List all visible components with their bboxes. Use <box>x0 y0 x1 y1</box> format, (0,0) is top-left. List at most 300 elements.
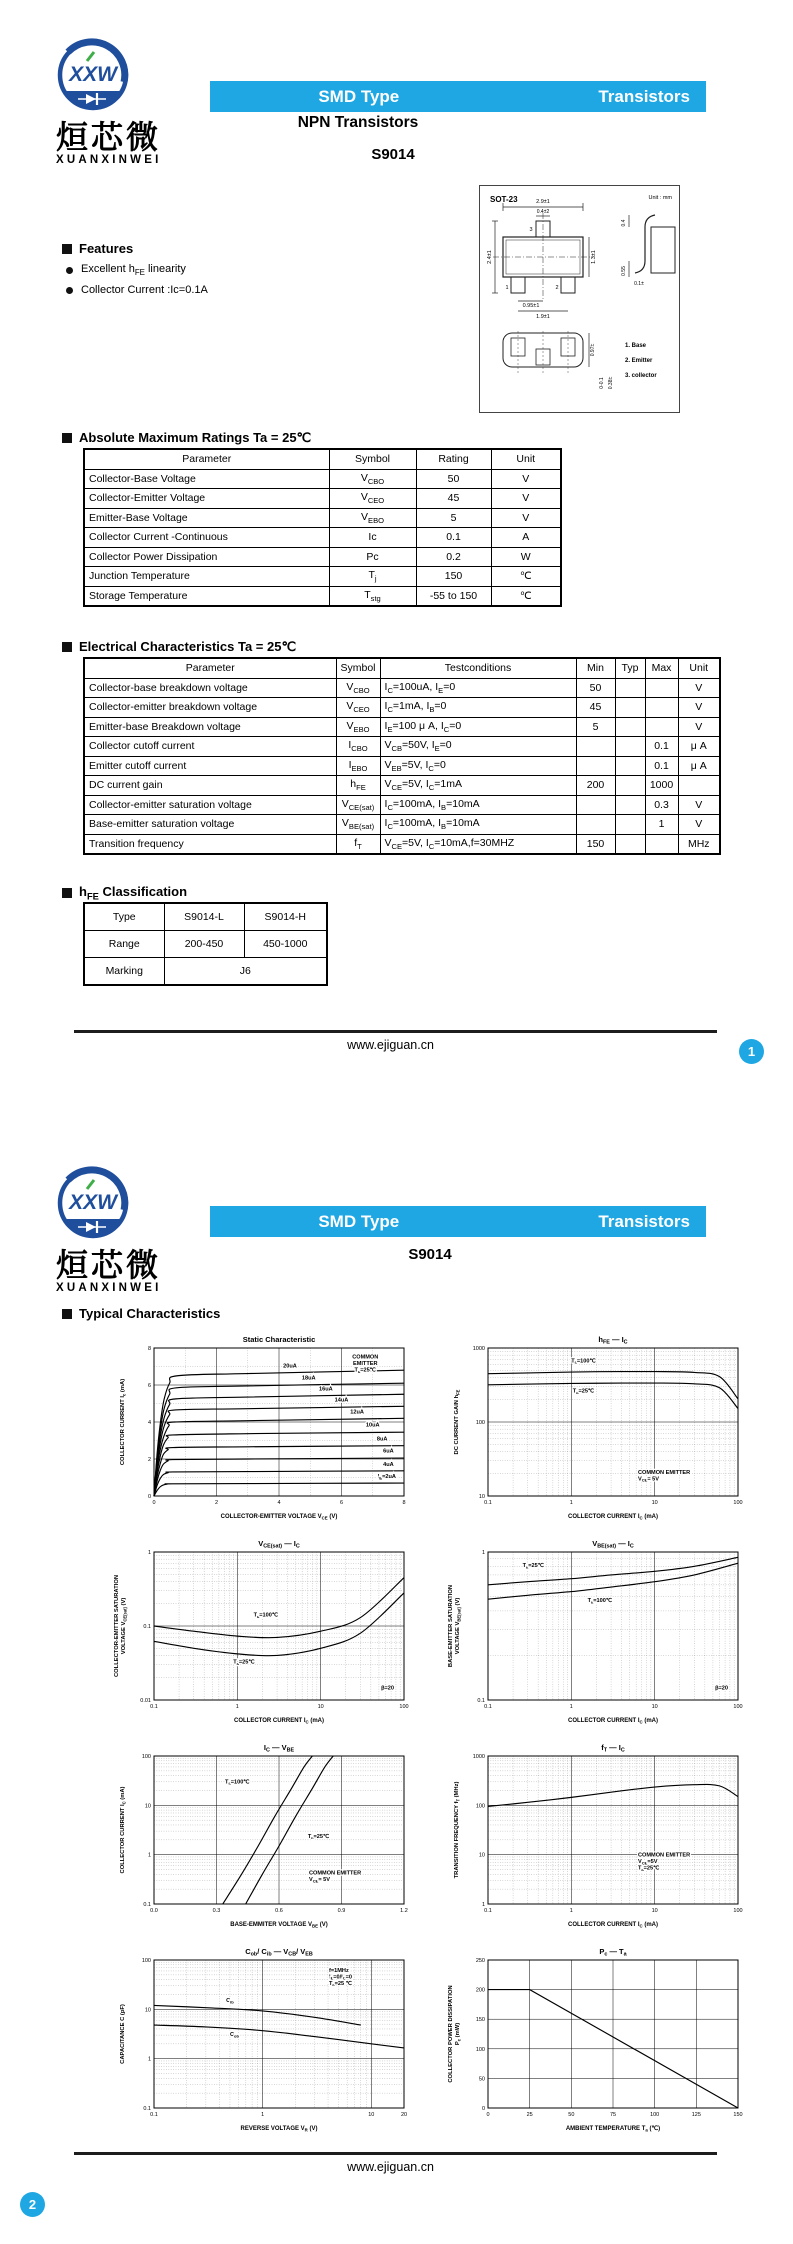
table-cell: V <box>678 678 720 698</box>
table-cell: $I_C=100uA$, $I_E=0$ <box>380 678 576 698</box>
header-banner <box>210 1206 706 1237</box>
electrical-table <box>83 657 721 855</box>
svg-text:8: 8 <box>147 1346 151 1352</box>
table-cell: $V_{EB}=5V$, $I_C=0$ <box>380 756 576 776</box>
svg-text:10: 10 <box>368 2112 375 2118</box>
company-name-cn: 烜芯微 <box>56 1246 162 1284</box>
table-cell: $V_{EBO}$ <box>336 717 380 737</box>
svg-text:1. Base: 1. Base <box>625 343 647 349</box>
features-title-text: Features <box>79 241 134 256</box>
table-header-cell: Testconditions <box>380 658 576 678</box>
svg-text:Unit : mm: Unit : mm <box>648 195 672 201</box>
svg-text:VCE= 5V: $V_{CE}= 5V$ <box>309 1876 330 1884</box>
svg-text:Cob/ Cib — VCB/ VEB: Cob/ Cib — VCB/ VEB <box>245 1947 313 1958</box>
svg-text:25: 25 <box>526 2112 533 2118</box>
table-header-cell: Symbol <box>329 449 416 469</box>
svg-text:0: 0 <box>486 2112 490 2118</box>
table-cell: Collector-Base Voltage <box>84 469 329 489</box>
svg-text:0.1: 0.1 <box>150 2112 158 2118</box>
table-cell: $f_T$ <box>336 834 380 854</box>
svg-text:0.55: 0.55 <box>621 266 627 276</box>
table-cell: $I_{EBO}$ <box>336 756 380 776</box>
table-cell: $V_{CEO}$ <box>329 489 416 509</box>
svg-text:100: 100 <box>733 1704 743 1710</box>
svg-text:0.1±: 0.1± <box>634 281 644 287</box>
svg-text:6: 6 <box>147 1383 151 1389</box>
logo-mark-icon <box>56 1164 130 1242</box>
table-cell: Emitter-base Breakdown voltage <box>84 717 336 737</box>
table-cell <box>645 834 678 854</box>
svg-text:XXW: XXW <box>69 1191 117 1214</box>
svg-text:10: 10 <box>651 1908 658 1914</box>
svg-text:3: 3 <box>529 227 533 233</box>
table-header-cell: Max <box>645 658 678 678</box>
svg-text:0.1: 0.1 <box>484 1704 492 1710</box>
svg-text:0: 0 <box>147 1494 151 1500</box>
svg-text:0.38±: 0.38± <box>608 376 614 390</box>
typical-characteristics-title <box>62 1306 220 1321</box>
svg-text:2: 2 <box>555 285 559 291</box>
table-cell: 0.1 <box>416 528 491 548</box>
svg-text:150: 150 <box>733 2112 743 2118</box>
svg-text:10: 10 <box>144 2007 151 2014</box>
svg-text:IB=2uA: $I_B=2uA$ <box>377 1474 396 1481</box>
svg-text:100: 100 <box>733 1908 743 1914</box>
svg-text:Ta=100℃: $T_a=100℃$ <box>253 1612 279 1619</box>
svg-text:Ta=100℃: $T_a=100℃$ <box>571 1358 596 1365</box>
svg-text:18uA: 18uA <box>301 1375 316 1382</box>
svg-text:f=1MHz: f=1MHz <box>329 1967 349 1974</box>
table-cell <box>615 717 645 737</box>
chart-hfe-vs-ic <box>434 1332 756 1541</box>
table-cell: -55 to 150 <box>416 586 491 606</box>
svg-text:EMITTER: EMITTER <box>352 1360 378 1367</box>
svg-text:10: 10 <box>144 1803 151 1810</box>
table-cell: V <box>678 717 720 737</box>
svg-text:0.1: 0.1 <box>477 1698 485 1704</box>
svg-text:VCE=5V: $V_{CE}=5V$ <box>638 1859 658 1866</box>
page-number-badge: 2 <box>20 2192 45 2217</box>
table-cell: Collector-emitter breakdown voltage <box>84 698 336 718</box>
svg-text:100: 100 <box>475 1420 485 1426</box>
svg-text:100: 100 <box>141 1958 151 1964</box>
svg-text:COLLECTOR CURRENT IC (mA): COLLECTOR CURRENT $I_C$ (mA) <box>567 1718 659 1725</box>
svg-text:REVERSE VOLTAGE VR (V): REVERSE VOLTAGE $V_R$ (V) <box>240 2126 318 2133</box>
svg-text:1.9±1: 1.9±1 <box>536 314 550 320</box>
section-square-icon <box>62 1309 72 1319</box>
abs-max-table <box>83 448 562 607</box>
svg-text:Cib: $C_{ib}$ <box>226 1998 234 2005</box>
svg-text:VCE= 5V: $V_{CE}= 5V$ <box>638 1476 659 1483</box>
footer-url[interactable]: www.ejiguan.cn <box>347 2160 434 2174</box>
section-square-icon <box>62 642 72 652</box>
bullet-icon <box>66 287 73 294</box>
company-logo <box>56 1164 216 1294</box>
table-cell: V <box>491 508 561 528</box>
svg-text:IC — VBE: IC — VBE <box>263 1743 295 1754</box>
svg-text:0.1: 0.1 <box>484 1500 492 1506</box>
series-Ta=25C <box>154 1593 404 1656</box>
svg-text:10: 10 <box>651 1704 658 1710</box>
table-cell: 450-1000 <box>244 931 327 958</box>
features-list <box>62 263 392 296</box>
svg-text:0: 0 <box>152 1500 156 1506</box>
logo-mark-icon <box>56 36 130 114</box>
table-cell: Range <box>84 931 164 958</box>
svg-text:4: 4 <box>277 1500 281 1506</box>
series-Ta=100C <box>488 1372 738 1399</box>
svg-text:VOLTAGE VCE(sat) (V): VOLTAGE $V_{CE(sat)}$ (V) <box>121 1597 128 1655</box>
svg-text:10: 10 <box>478 1494 485 1500</box>
chart-static-characteristic <box>100 1332 422 1541</box>
table-cell <box>645 717 678 737</box>
svg-text:1: 1 <box>147 1852 151 1859</box>
table-cell: Junction Temperature <box>84 567 329 587</box>
electrical-title <box>62 639 296 655</box>
svg-text:0.1: 0.1 <box>150 1704 158 1710</box>
features-section <box>62 241 392 296</box>
table-header-cell: Symbol <box>336 658 380 678</box>
table-cell: W <box>491 547 561 567</box>
table-cell: Storage Temperature <box>84 586 329 606</box>
svg-text:1: 1 <box>481 1550 485 1556</box>
series-Ta=100C <box>223 1756 313 1904</box>
svg-text:2: 2 <box>214 1500 219 1506</box>
table-cell: $V_{BE(sat)}$ <box>336 815 380 835</box>
electrical-title-text: Electrical Characteristics Ta = 25℃ <box>79 639 297 654</box>
svg-text:1: 1 <box>261 2112 265 2118</box>
svg-text:10: 10 <box>317 1704 324 1710</box>
svg-text:10: 10 <box>651 1500 658 1506</box>
banner-right-label: Transistors <box>598 1211 690 1231</box>
table-cell <box>615 737 645 757</box>
chart-capacitance-vs-voltage <box>100 1944 422 2153</box>
svg-text:2.4±1: 2.4±1 <box>487 250 493 264</box>
svg-text:2.9±1: 2.9±1 <box>536 199 550 205</box>
table-cell: Collector Current -Continuous <box>84 528 329 548</box>
table-cell: Type <box>84 903 164 931</box>
table-cell <box>576 756 615 776</box>
table-cell: $V_{CE}=5V$, $I_C=10mA,f=30MHZ$ <box>380 834 576 854</box>
table-cell <box>615 815 645 835</box>
svg-text:hFE — IC: hFE — IC <box>598 1335 628 1346</box>
svg-text:COLLECTOR CURRENT IC (mA): COLLECTOR CURRENT $I_C$ (mA) <box>120 1786 127 1874</box>
table-cell <box>645 678 678 698</box>
feature-item <box>66 284 392 296</box>
table-cell: $T_{stg}$ <box>329 586 416 606</box>
abs-max-title-text: Absolute Maximum Ratings Ta = 25℃ <box>79 430 312 445</box>
banner-left-label: SMD Type <box>318 1211 400 1231</box>
series-fT <box>488 1784 738 1806</box>
svg-text:1.2: 1.2 <box>400 1908 408 1914</box>
table-cell: S9014-L <box>164 903 244 931</box>
table-cell: 200 <box>576 776 615 796</box>
svg-text:VBE(sat) — IC: VBE(sat) — IC <box>592 1539 634 1550</box>
svg-text:1: 1 <box>569 1908 573 1914</box>
svg-text:0.1: 0.1 <box>143 1624 151 1630</box>
svg-text:COLLECTOR CURRENT IC (mA): COLLECTOR CURRENT $I_C$ (mA) <box>567 1922 659 1929</box>
table-header-cell: Unit <box>678 658 720 678</box>
svg-text:Ta=25℃: $T_a=25℃$ <box>233 1659 255 1667</box>
table-cell: ℃ <box>491 586 561 606</box>
company-name-en: XUANXINWEI <box>56 1282 162 1294</box>
svg-text:1000: 1000 <box>472 1754 485 1760</box>
svg-text:4: 4 <box>147 1420 151 1426</box>
svg-text:1: 1 <box>235 1704 239 1710</box>
svg-text:200: 200 <box>475 1987 485 1994</box>
table-cell: Ic <box>329 528 416 548</box>
svg-text:1: 1 <box>569 1704 573 1710</box>
svg-text:6: 6 <box>339 1500 344 1506</box>
svg-text:0.1: 0.1 <box>143 1902 151 1908</box>
table-cell: $V_{CEO}$ <box>336 698 380 718</box>
svg-text:1: 1 <box>147 1550 151 1556</box>
table-cell: V <box>491 469 561 489</box>
svg-text:β=20: β=20 <box>381 1685 394 1692</box>
table-cell: 5 <box>576 717 615 737</box>
table-cell: Collector-base breakdown voltage <box>84 678 336 698</box>
svg-text:0.1: 0.1 <box>484 1908 492 1914</box>
svg-text:COLLECTOR CURRENT Ic (mA): COLLECTOR CURRENT $I_c$ (mA) <box>120 1378 127 1466</box>
section-square-icon <box>62 433 72 443</box>
svg-text:fT — IC: fT — IC <box>601 1743 625 1754</box>
svg-text:0.01: 0.01 <box>140 1698 151 1704</box>
table-cell <box>615 776 645 796</box>
table-cell: 0.1 <box>645 756 678 776</box>
svg-text:1: 1 <box>505 285 509 291</box>
svg-text:Ta=25℃: $T_a=25℃$ <box>354 1367 376 1374</box>
svg-text:BASE-EMMITER VOLTAGE VBE (: BASE-EMMITER VOLTAGE $V_{BE}$ (V) <box>230 1922 328 1929</box>
svg-text:VOLTAGE VBE(sat) (V): VOLTAGE $V_{BE(sat)}$ (V) <box>455 1597 462 1655</box>
svg-text:2. Emitter: 2. Emitter <box>625 358 653 364</box>
chart-ic-vs-vbe <box>100 1740 422 1949</box>
svg-text:COLLECTOR-EMITTER VOLTAGE VC: COLLECTOR-EMITTER VOLTAGE $V_{CE}$ (V) <box>220 1514 338 1521</box>
svg-text:14uA: 14uA <box>334 1397 349 1404</box>
table-cell: 150 <box>416 567 491 587</box>
svg-text:10uA: 10uA <box>365 1422 380 1429</box>
bullet-icon <box>66 267 73 274</box>
chart-vbe-sat-vs-ic <box>434 1536 756 1745</box>
table-cell <box>576 795 615 815</box>
table-cell: J6 <box>164 958 327 986</box>
table-cell: $h_{FE}$ <box>336 776 380 796</box>
table-header-cell: Parameter <box>84 449 329 469</box>
table-cell: μ A <box>678 737 720 757</box>
table-cell: $I_E=100$ μ A, $I_C=0$ <box>380 717 576 737</box>
table-cell: V <box>491 489 561 509</box>
table-cell: $I_C=100mA$, $I_B=10mA$ <box>380 795 576 815</box>
table-cell <box>645 698 678 718</box>
svg-text:1: 1 <box>147 2056 151 2063</box>
table-cell: Base-emitter saturation voltage <box>84 815 336 835</box>
svg-text:0.3: 0.3 <box>212 1908 221 1914</box>
part-number: S9014 <box>371 146 415 163</box>
svg-text:COLLECTOR-EMITTER SATURATION: COLLECTOR-EMITTER SATURATION <box>114 1574 120 1678</box>
footer-rule <box>74 1030 717 1033</box>
svg-text:AMBIENT TEMPERATURE Ta (℃): AMBIENT TEMPERATURE $T_a$ (℃) <box>565 2126 661 2133</box>
svg-text:COMMON EMITTER: COMMON EMITTER <box>638 1469 691 1476</box>
svg-text:Ta=25℃: $T_a=25℃$ <box>307 1833 330 1841</box>
table-cell: MHz <box>678 834 720 854</box>
feature-item <box>66 263 392 277</box>
header-banner <box>210 81 706 112</box>
svg-text:4uA: 4uA <box>383 1462 394 1469</box>
svg-text:Static Characteristic: Static Characteristic <box>242 1335 316 1344</box>
table-cell <box>615 756 645 776</box>
svg-text:125: 125 <box>691 2112 701 2118</box>
svg-text:50: 50 <box>478 2076 485 2083</box>
table-cell: $V_{EBO}$ <box>329 508 416 528</box>
table-cell: Transition frequency <box>84 834 336 854</box>
series-Ta=25C <box>488 1557 738 1584</box>
svg-text:VCE(sat) — IC: VCE(sat) — IC <box>258 1539 300 1550</box>
svg-text:0.97±: 0.97± <box>590 343 596 357</box>
table-cell: $V_{CB}=50V$, $I_E=0$ <box>380 737 576 757</box>
chart-pc-vs-ta <box>434 1944 756 2153</box>
svg-text:COMMON EMITTER: COMMON EMITTER <box>309 1870 362 1877</box>
svg-text:2: 2 <box>147 1457 151 1463</box>
svg-text:250: 250 <box>475 1958 485 1964</box>
section-square-icon <box>62 888 72 898</box>
svg-text:8: 8 <box>402 1500 406 1506</box>
svg-text:DC CURRENT GAIN hFE: DC CURRENT GAIN $h_{FE}$ <box>454 1389 461 1455</box>
table-cell: S9014-H <box>244 903 327 931</box>
svg-text:Pc (mW): $P_c$ (mW) <box>455 2022 462 2046</box>
page-number-badge: 1 <box>739 1039 764 1064</box>
svg-text:150: 150 <box>475 2017 485 2024</box>
table-cell: $I_C=100mA$, $I_B=10mA$ <box>380 815 576 835</box>
table-cell <box>576 737 615 757</box>
svg-text:0-0.1: 0-0.1 <box>599 377 605 389</box>
table-cell: $I_{CBO}$ <box>336 737 380 757</box>
table-cell: V <box>678 795 720 815</box>
banner-left-label: SMD Type <box>318 86 400 106</box>
svg-text:1: 1 <box>569 1500 573 1506</box>
table-cell: Collector-emitter saturation voltage <box>84 795 336 815</box>
svg-text:100: 100 <box>650 2112 660 2118</box>
feature-text: Collector Current :Ic=0.1A <box>81 284 208 297</box>
svg-text:3. collector: 3. collector <box>625 373 657 379</box>
part-number: S9014 <box>408 1246 452 1263</box>
table-cell: 200-450 <box>164 931 244 958</box>
table-cell: 50 <box>416 469 491 489</box>
svg-text:16uA: 16uA <box>319 1386 333 1393</box>
table-cell: $T_j$ <box>329 567 416 587</box>
svg-text:Ta=25℃: $T_a=25℃$ <box>522 1563 545 1570</box>
features-title <box>62 241 392 256</box>
abs-max-title <box>62 430 311 446</box>
svg-text:COLLECTOR CURRENT IC (mA): COLLECTOR CURRENT $I_C$ (mA) <box>233 1718 325 1725</box>
svg-text:12uA: 12uA <box>350 1409 364 1416</box>
hfe-class-table <box>83 902 328 986</box>
company-name-en: XUANXINWEI <box>56 154 162 166</box>
svg-text:Ta=25℃: $T_a=25℃$ <box>572 1388 595 1395</box>
svg-text:Ta=25℃: $T_a=25℃$ <box>638 1865 660 1873</box>
footer-rule <box>74 2152 717 2155</box>
svg-text:1: 1 <box>481 1902 485 1908</box>
svg-text:COLLECTOR CURRENT IC (mA): COLLECTOR CURRENT $I_C$ (mA) <box>567 1514 659 1521</box>
footer-url[interactable]: www.ejiguan.cn <box>347 1038 434 1052</box>
svg-text:6uA: 6uA <box>383 1448 394 1455</box>
table-cell <box>615 678 645 698</box>
svg-text:0.4: 0.4 <box>621 219 627 227</box>
svg-text:SOT-23: SOT-23 <box>490 195 518 204</box>
table-header-cell: Parameter <box>84 658 336 678</box>
table-cell: V <box>678 815 720 835</box>
svg-text:100: 100 <box>399 1704 409 1710</box>
table-cell <box>678 776 720 796</box>
table-cell: 5 <box>416 508 491 528</box>
svg-text:0.95±1: 0.95±1 <box>522 303 540 309</box>
svg-text:COMMON: COMMON <box>352 1354 379 1361</box>
table-cell: 50 <box>576 678 615 698</box>
svg-text:100: 100 <box>475 1803 485 1810</box>
table-cell <box>615 698 645 718</box>
table-cell: $V_{CBO}$ <box>329 469 416 489</box>
table-cell <box>576 815 615 835</box>
table-cell: A <box>491 528 561 548</box>
table-cell: DC current gain <box>84 776 336 796</box>
series-Cob <box>154 2025 404 2048</box>
svg-text:10: 10 <box>478 1852 485 1859</box>
svg-text:TRANSITION FREQUENCY fT (M: TRANSITION FREQUENCY $f_T$ (MHz) <box>454 1781 461 1879</box>
svg-text:CAPACITANCE C (pF): CAPACITANCE C (pF) <box>120 2004 126 2064</box>
svg-text:1000: 1000 <box>472 1346 485 1352</box>
table-cell: 0.2 <box>416 547 491 567</box>
svg-text:75: 75 <box>609 2112 617 2118</box>
svg-text:0.6: 0.6 <box>275 1908 283 1914</box>
svg-text:0.0: 0.0 <box>150 1908 158 1914</box>
svg-text:1.3±1: 1.3±1 <box>591 250 597 264</box>
section-square-icon <box>62 244 72 254</box>
table-cell: 0.3 <box>645 795 678 815</box>
svg-text:50: 50 <box>568 2112 575 2118</box>
series-Cib <box>154 2005 361 2025</box>
chart-ft-vs-ic <box>434 1740 756 1949</box>
table-header-cell: Typ <box>615 658 645 678</box>
svg-text:20: 20 <box>400 2112 408 2118</box>
hfe-class-title <box>62 884 187 902</box>
table-cell <box>615 834 645 854</box>
table-cell: Collector Power Dissipation <box>84 547 329 567</box>
svg-text:20uA: 20uA <box>283 1363 297 1370</box>
table-cell <box>615 795 645 815</box>
svg-text:COMMON EMITTER: COMMON EMITTER <box>638 1852 691 1859</box>
company-name-cn: 烜芯微 <box>56 118 162 156</box>
table-cell: 45 <box>576 698 615 718</box>
table-cell: ℃ <box>491 567 561 587</box>
table-header-cell: Min <box>576 658 615 678</box>
svg-text:Ta=100℃: $T_a=100℃$ <box>225 1779 250 1786</box>
svg-text:0: 0 <box>481 2106 485 2112</box>
svg-text:IE=0/IC=0: $I_E=0/I_C=0$ <box>329 1974 353 1981</box>
table-header-cell: Rating <box>416 449 491 469</box>
svg-text:8uA: 8uA <box>376 1436 388 1443</box>
table-cell: 1 <box>645 815 678 835</box>
table-cell: $V_{CBO}$ <box>336 678 380 698</box>
svg-text:0.1: 0.1 <box>143 2106 151 2112</box>
svg-text:β=20: β=20 <box>715 1685 728 1692</box>
package-outline-drawing <box>479 185 680 418</box>
table-cell: 150 <box>576 834 615 854</box>
svg-text:0.4±2: 0.4±2 <box>536 209 550 215</box>
table-cell: $V_{CE}=5V$, $I_C=1mA$ <box>380 776 576 796</box>
svg-text:XXW: XXW <box>69 63 117 86</box>
svg-text:Ta=25 ℃: $T_a=25$ ℃ <box>329 1980 352 1988</box>
table-cell: 1000 <box>645 776 678 796</box>
banner-right-label: Transistors <box>598 86 690 106</box>
svg-text:BASE-EMITTER SATURATION: BASE-EMITTER SATURATION <box>448 1584 454 1668</box>
